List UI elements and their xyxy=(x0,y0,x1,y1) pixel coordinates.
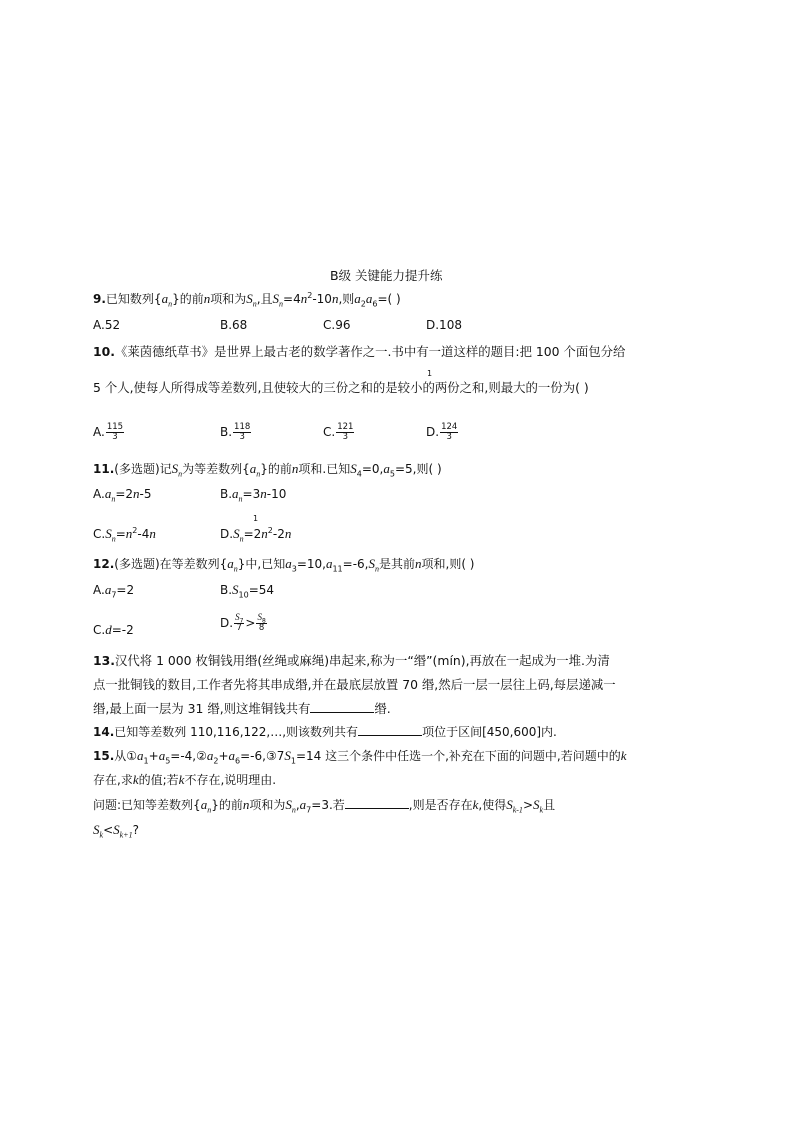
question-15-line-1: 15.从$①a_1+a_5=-4,②a_2+a_6=-6,③7S_1=14$ 这三个条件中任选一个,补充在下面的问题中,若问题中的k xyxy=(93,748,627,766)
q11-d-frac-num: 1 xyxy=(253,514,259,523)
q12-option-d: D. $\frac{S_7}{7}$ > $\frac{S_8}{8}$ xyxy=(220,612,266,633)
question-15-line-3: 问题:已知等差数列$\{a_n\}$的前n项和为$S_n,a_7=3$.若 ,则是否存在k,使得$S_{k-1}>S_k$且 xyxy=(93,797,556,815)
q9-option-c: C.96 xyxy=(323,318,351,332)
q10-frac-num: 1 xyxy=(427,369,433,378)
section-title: B级 关键能力提升练 xyxy=(330,268,443,283)
q10-option-a: A. $\frac{115}{3}$ xyxy=(93,422,124,442)
q10-option-d: D. $\frac{124}{3}$ xyxy=(426,422,458,442)
q12-option-a: $A.a_7=2$ xyxy=(93,582,135,600)
q9-option-b: B.68 xyxy=(220,318,248,332)
question-10-line-1: 10.《莱茵德纸草书》是世界上最古老的数学著作之一.书中有一道这样的题目:把 100 个面包分给 xyxy=(93,344,626,359)
question-15-line-4: $S_k<S_{k+1}$? xyxy=(93,822,139,840)
question-13-line-2: 点一批铜钱的数目,工作者先将其串成缗,并在最底层放置 70 缗,然后一层一层往上码,每层递减一 xyxy=(93,677,616,692)
question-12: 12.(多选题)在等差数列$\{a_n\}$中,已知$a_3=10,a_{11}=-6,S_n$是其前n项和,则( ) xyxy=(93,556,475,574)
question-15-line-2: 存在,求k的值;若k不存在,说明理由. xyxy=(93,772,277,787)
q15-condition-blank[interactable] xyxy=(345,797,409,809)
question-10-line-2: 5 个人,使每人所得成等差数列,且使较大的三份之和的是较小的两份之和,则最大的一份为( ) xyxy=(93,380,589,395)
q12-option-c: C.d=-2 xyxy=(93,622,134,637)
q9-option-a: A.52 xyxy=(93,318,121,332)
q11-option-c: $C.S_n=n^2-4n$ xyxy=(93,526,156,544)
question-14: 14.已知等差数列 110,116,122,…,则该数列共有 项位于区间[450,600]内. xyxy=(93,725,557,739)
question-13-line-1: 13.汉代将 1 000 枚铜钱用缗(丝绳或麻绳)串起来,称为一“缗”(mín),再放在一起成为一堆.为清 xyxy=(93,653,610,668)
q9-option-d: D.108 xyxy=(426,318,462,332)
q11-option-b: $B.a_n=3n-10$ xyxy=(220,486,287,504)
q14-answer-blank[interactable] xyxy=(358,724,422,736)
q11-option-d: $D.S_n=2n^2-2n$ xyxy=(220,526,292,544)
q10-option-b: B. $\frac{118}{3}$ xyxy=(220,422,251,442)
question-11: 11.(多选题)记$S_n$为等差数列$\{a_n\}$的前n项和.已知$S_4=0,a_5=5$,则( ) xyxy=(93,461,442,479)
question-9: 9.已知数列$\{a_n\}$的前n项和为$S_n$,且$S_n=4n^2-10n$,则$a_2a_6=$( ) xyxy=(93,291,401,309)
q11-option-a: $A.a_n=2n-5$ xyxy=(93,486,152,504)
q13-answer-blank[interactable] xyxy=(310,701,374,713)
q10-option-c: C. $\frac{121}{3}$ xyxy=(323,422,354,442)
q12-option-b: $B.S_{10}=54$ xyxy=(220,582,275,600)
question-13-line-3: 缗,最上面一层为 31 缗,则这堆铜钱共有 缗. xyxy=(93,701,391,716)
